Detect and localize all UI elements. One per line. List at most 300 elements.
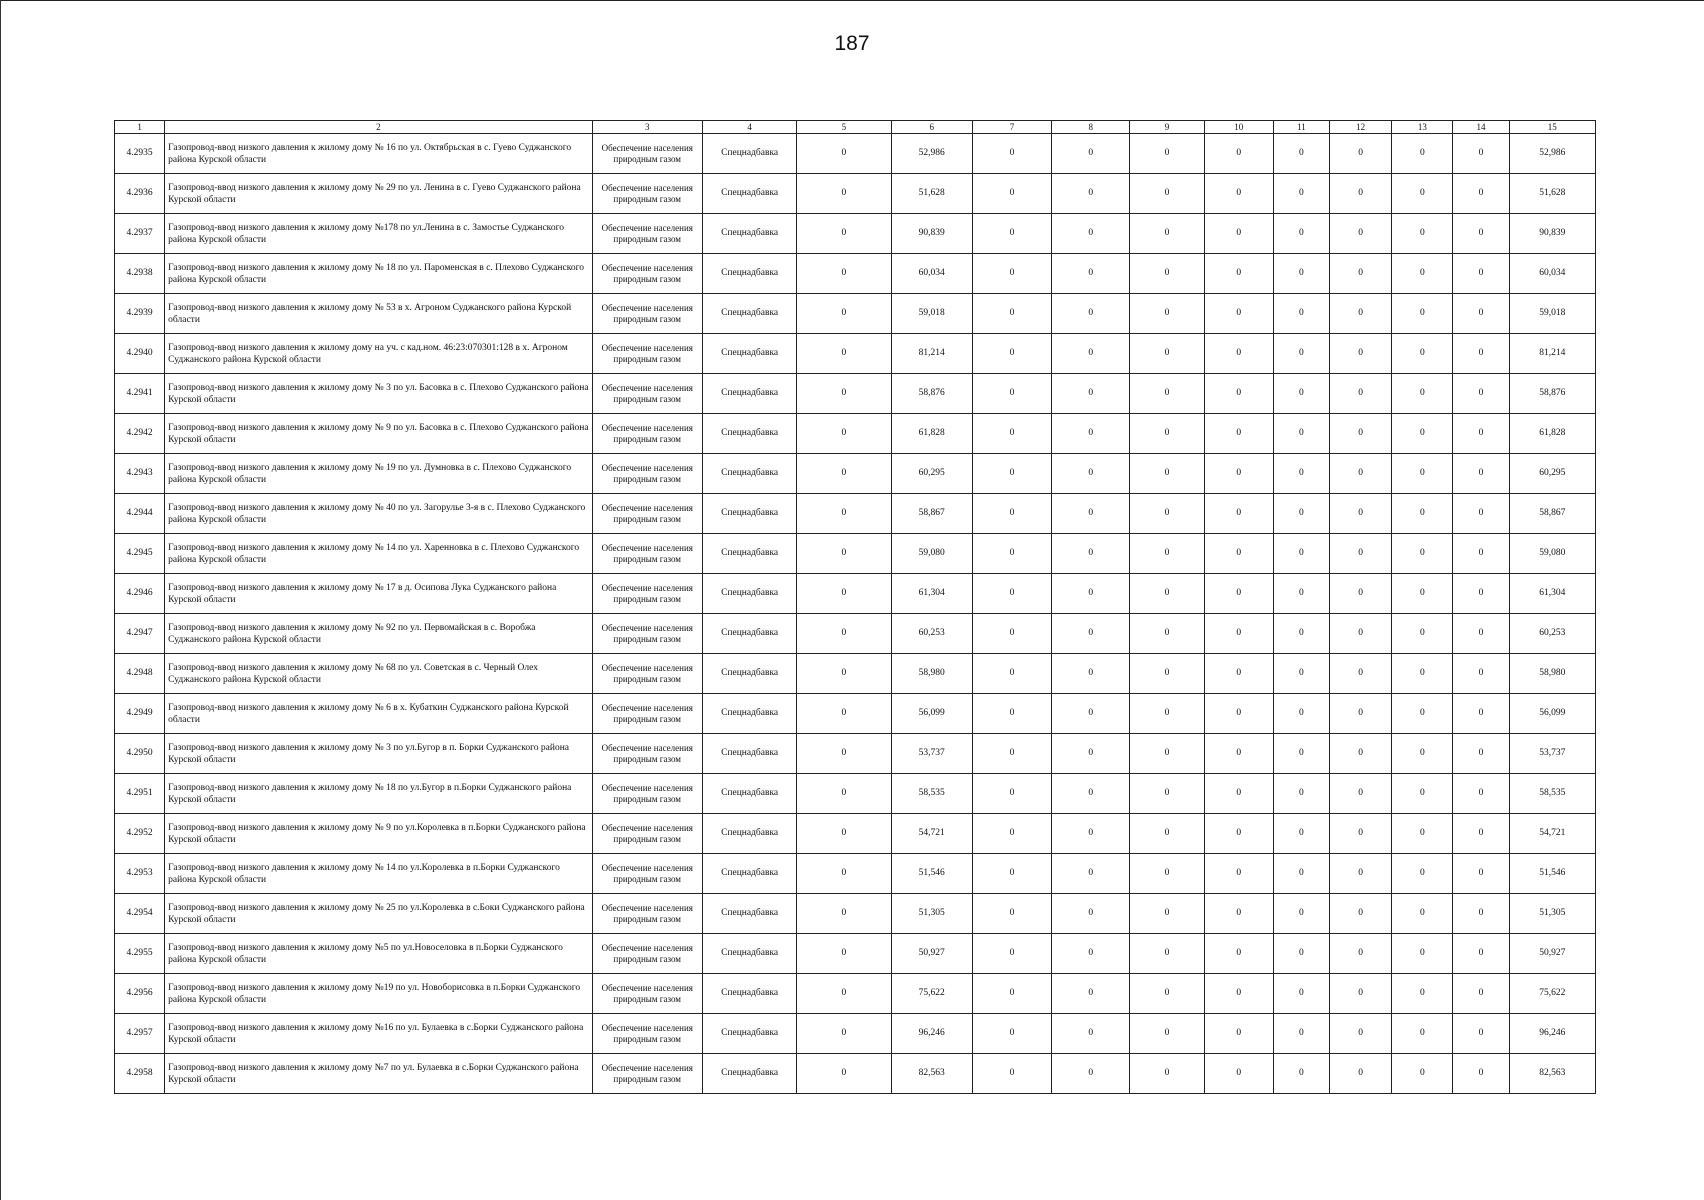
numeric-cell: 0 bbox=[1273, 814, 1329, 854]
numeric-cell: 0 bbox=[1392, 574, 1453, 614]
numeric-cell: 0 bbox=[1392, 614, 1453, 654]
purpose-cell: Обеспечение населения природным газом bbox=[592, 934, 702, 974]
column-header: 10 bbox=[1204, 121, 1273, 134]
numeric-cell: 0 bbox=[1453, 174, 1509, 214]
column-header: 12 bbox=[1330, 121, 1392, 134]
purpose-cell: Обеспечение населения природным газом bbox=[592, 1014, 702, 1054]
value-cell: 96,246 bbox=[891, 1014, 972, 1054]
numeric-cell: 0 bbox=[972, 614, 1051, 654]
numeric-cell: 0 bbox=[1273, 614, 1329, 654]
object-name-cell: Газопровод-ввод низкого давления к жилому дому № 9 по ул. Басовка в с. Плехово Суджанского района Курской области bbox=[165, 414, 592, 454]
page-number: 187 bbox=[834, 32, 870, 55]
numeric-cell: 0 bbox=[1130, 374, 1204, 414]
table-row bbox=[115, 894, 1596, 934]
numeric-cell: 0 bbox=[797, 534, 891, 574]
numeric-cell: 0 bbox=[972, 1054, 1051, 1094]
numeric-cell: 0 bbox=[1453, 294, 1509, 334]
row-number-cell: 4.2940 bbox=[115, 334, 165, 374]
numeric-cell: 0 bbox=[1130, 334, 1204, 374]
purpose-cell: Обеспечение населения природным газом bbox=[592, 254, 702, 294]
column-header: 14 bbox=[1453, 121, 1509, 134]
numeric-cell: 0 bbox=[972, 654, 1051, 694]
numeric-cell: 0 bbox=[1204, 134, 1273, 174]
numeric-cell: 0 bbox=[1330, 174, 1392, 214]
numeric-cell: 0 bbox=[797, 934, 891, 974]
numeric-cell: 0 bbox=[797, 294, 891, 334]
object-name-cell: Газопровод-ввод низкого давления к жилому дому №16 по ул. Булаевка в с.Борки Суджанского района Курской области bbox=[165, 1014, 592, 1054]
funding-source-cell: Спецнадбавка bbox=[702, 254, 796, 294]
column-header: 8 bbox=[1052, 121, 1130, 134]
purpose-cell: Обеспечение населения природным газом bbox=[592, 894, 702, 934]
numeric-cell: 0 bbox=[1392, 374, 1453, 414]
numeric-cell: 0 bbox=[972, 414, 1051, 454]
purpose-cell: Обеспечение населения природным газом bbox=[592, 774, 702, 814]
total-cell: 52,986 bbox=[1509, 134, 1595, 174]
numeric-cell: 0 bbox=[1273, 334, 1329, 374]
table-row bbox=[115, 854, 1596, 894]
numeric-cell: 0 bbox=[797, 894, 891, 934]
row-number-cell: 4.2953 bbox=[115, 854, 165, 894]
value-cell: 54,721 bbox=[891, 814, 972, 854]
funding-source-cell: Спецнадбавка bbox=[702, 174, 796, 214]
row-number-cell: 4.2954 bbox=[115, 894, 165, 934]
object-name-cell: Газопровод-ввод низкого давления к жилому дому № 16 по ул. Октябрьская в с. Гуево Суджанского района Курской области bbox=[165, 134, 592, 174]
purpose-cell: Обеспечение населения природным газом bbox=[592, 854, 702, 894]
purpose-cell: Обеспечение населения природным газом bbox=[592, 294, 702, 334]
numeric-cell: 0 bbox=[797, 494, 891, 534]
numeric-cell: 0 bbox=[1453, 254, 1509, 294]
numeric-cell: 0 bbox=[1052, 934, 1130, 974]
numeric-cell: 0 bbox=[972, 894, 1051, 934]
table-row bbox=[115, 374, 1596, 414]
funding-source-cell: Спецнадбавка bbox=[702, 854, 796, 894]
numeric-cell: 0 bbox=[972, 974, 1051, 1014]
numeric-cell: 0 bbox=[1204, 254, 1273, 294]
value-cell: 58,535 bbox=[891, 774, 972, 814]
purpose-cell: Обеспечение населения природным газом bbox=[592, 134, 702, 174]
table-row bbox=[115, 1054, 1596, 1094]
numeric-cell: 0 bbox=[797, 654, 891, 694]
object-name-cell: Газопровод-ввод низкого давления к жилому дому № 9 по ул.Королевка в п.Борки Суджанского района Курской области bbox=[165, 814, 592, 854]
numeric-cell: 0 bbox=[1204, 654, 1273, 694]
total-cell: 59,080 bbox=[1509, 534, 1595, 574]
numeric-cell: 0 bbox=[1392, 1054, 1453, 1094]
numeric-cell: 0 bbox=[1453, 1014, 1509, 1054]
numeric-cell: 0 bbox=[1130, 574, 1204, 614]
numeric-cell: 0 bbox=[1052, 774, 1130, 814]
funding-source-cell: Спецнадбавка bbox=[702, 654, 796, 694]
row-number-cell: 4.2951 bbox=[115, 774, 165, 814]
funding-source-cell: Спецнадбавка bbox=[702, 734, 796, 774]
object-name-cell: Газопровод-ввод низкого давления к жилому дому №5 по ул.Новоселовка в п.Борки Суджанского района Курской области bbox=[165, 934, 592, 974]
numeric-cell: 0 bbox=[797, 854, 891, 894]
funding-source-cell: Спецнадбавка bbox=[702, 294, 796, 334]
numeric-cell: 0 bbox=[1330, 494, 1392, 534]
numeric-cell: 0 bbox=[1052, 534, 1130, 574]
numeric-cell: 0 bbox=[972, 734, 1051, 774]
numeric-cell: 0 bbox=[1330, 734, 1392, 774]
numeric-cell: 0 bbox=[1273, 174, 1329, 214]
object-name-cell: Газопровод-ввод низкого давления к жилому дому № 40 по ул. Загорулье 3-я в с. Плехово Суджанского района Курской области bbox=[165, 494, 592, 534]
numeric-cell: 0 bbox=[797, 214, 891, 254]
table-row bbox=[115, 774, 1596, 814]
numeric-cell: 0 bbox=[1330, 1014, 1392, 1054]
total-cell: 61,304 bbox=[1509, 574, 1595, 614]
numeric-cell: 0 bbox=[1130, 294, 1204, 334]
column-header: 15 bbox=[1509, 121, 1595, 134]
purpose-cell: Обеспечение населения природным газом bbox=[592, 174, 702, 214]
table-body bbox=[115, 134, 1596, 1094]
total-cell: 59,018 bbox=[1509, 294, 1595, 334]
numeric-cell: 0 bbox=[1204, 974, 1273, 1014]
numeric-cell: 0 bbox=[1273, 934, 1329, 974]
numeric-cell: 0 bbox=[1204, 1054, 1273, 1094]
numeric-cell: 0 bbox=[1273, 254, 1329, 294]
total-cell: 58,535 bbox=[1509, 774, 1595, 814]
table-row bbox=[115, 134, 1596, 174]
numeric-cell: 0 bbox=[1204, 294, 1273, 334]
numeric-cell: 0 bbox=[797, 174, 891, 214]
row-number-cell: 4.2949 bbox=[115, 694, 165, 734]
numeric-cell: 0 bbox=[797, 814, 891, 854]
numeric-cell: 0 bbox=[1392, 894, 1453, 934]
numeric-cell: 0 bbox=[1392, 174, 1453, 214]
purpose-cell: Обеспечение населения природным газом bbox=[592, 374, 702, 414]
numeric-cell: 0 bbox=[1330, 294, 1392, 334]
numeric-cell: 0 bbox=[1453, 974, 1509, 1014]
numeric-cell: 0 bbox=[1392, 854, 1453, 894]
purpose-cell: Обеспечение населения природным газом bbox=[592, 974, 702, 1014]
value-cell: 60,034 bbox=[891, 254, 972, 294]
value-cell: 58,876 bbox=[891, 374, 972, 414]
header-row bbox=[115, 121, 1596, 134]
column-header: 6 bbox=[891, 121, 972, 134]
total-cell: 51,305 bbox=[1509, 894, 1595, 934]
numeric-cell: 0 bbox=[797, 734, 891, 774]
numeric-cell: 0 bbox=[1453, 534, 1509, 574]
object-name-cell: Газопровод-ввод низкого давления к жилому дому № 25 по ул.Королевка в с.Боки Суджанского района Курской области bbox=[165, 894, 592, 934]
numeric-cell: 0 bbox=[1130, 654, 1204, 694]
value-cell: 53,737 bbox=[891, 734, 972, 774]
funding-source-cell: Спецнадбавка bbox=[702, 494, 796, 534]
table-row bbox=[115, 494, 1596, 534]
numeric-cell: 0 bbox=[1392, 294, 1453, 334]
value-cell: 58,867 bbox=[891, 494, 972, 534]
total-cell: 56,099 bbox=[1509, 694, 1595, 734]
numeric-cell: 0 bbox=[1052, 174, 1130, 214]
numeric-cell: 0 bbox=[1204, 734, 1273, 774]
table-row bbox=[115, 694, 1596, 734]
numeric-cell: 0 bbox=[1392, 654, 1453, 694]
numeric-cell: 0 bbox=[1052, 614, 1130, 654]
object-name-cell: Газопровод-ввод низкого давления к жилому дому № 19 по ул. Думновка в с. Плехово Суджанского района Курской области bbox=[165, 454, 592, 494]
object-name-cell: Газопровод-ввод низкого давления к жилому дому №178 по ул.Ленина в с. Замостье Суджанского района Курской области bbox=[165, 214, 592, 254]
numeric-cell: 0 bbox=[797, 574, 891, 614]
funding-source-cell: Спецнадбавка bbox=[702, 454, 796, 494]
scan-top-edge bbox=[0, 0, 1704, 1]
numeric-cell: 0 bbox=[1330, 694, 1392, 734]
funding-source-cell: Спецнадбавка bbox=[702, 694, 796, 734]
row-number-cell: 4.2935 bbox=[115, 134, 165, 174]
value-cell: 50,927 bbox=[891, 934, 972, 974]
table-row bbox=[115, 1014, 1596, 1054]
column-header: 1 bbox=[115, 121, 165, 134]
row-number-cell: 4.2955 bbox=[115, 934, 165, 974]
numeric-cell: 0 bbox=[1052, 134, 1130, 174]
numeric-cell: 0 bbox=[1453, 814, 1509, 854]
numeric-cell: 0 bbox=[1392, 534, 1453, 574]
funding-source-cell: Спецнадбавка bbox=[702, 894, 796, 934]
purpose-cell: Обеспечение населения природным газом bbox=[592, 454, 702, 494]
funding-source-cell: Спецнадбавка bbox=[702, 1054, 796, 1094]
total-cell: 50,927 bbox=[1509, 934, 1595, 974]
total-cell: 51,628 bbox=[1509, 174, 1595, 214]
numeric-cell: 0 bbox=[1273, 534, 1329, 574]
table-row bbox=[115, 574, 1596, 614]
numeric-cell: 0 bbox=[1052, 974, 1130, 1014]
numeric-cell: 0 bbox=[1130, 134, 1204, 174]
value-cell: 58,980 bbox=[891, 654, 972, 694]
object-name-cell: Газопровод-ввод низкого давления к жилому дому №19 по ул. Новоборисовка в п.Борки Суджанского района Курской области bbox=[165, 974, 592, 1014]
numeric-cell: 0 bbox=[972, 694, 1051, 734]
row-number-cell: 4.2945 bbox=[115, 534, 165, 574]
numeric-cell: 0 bbox=[1392, 694, 1453, 734]
numeric-cell: 0 bbox=[797, 774, 891, 814]
numeric-cell: 0 bbox=[1392, 934, 1453, 974]
row-number-cell: 4.2938 bbox=[115, 254, 165, 294]
purpose-cell: Обеспечение населения природным газом bbox=[592, 654, 702, 694]
data-table bbox=[114, 120, 1596, 1094]
numeric-cell: 0 bbox=[1453, 1054, 1509, 1094]
object-name-cell: Газопровод-ввод низкого давления к жилому дому на уч. с кад.ном. 46:23:070301:128 в х. Агроном Суджанского района Курской области bbox=[165, 334, 592, 374]
row-number-cell: 4.2947 bbox=[115, 614, 165, 654]
numeric-cell: 0 bbox=[797, 1054, 891, 1094]
numeric-cell: 0 bbox=[1052, 414, 1130, 454]
numeric-cell: 0 bbox=[1052, 574, 1130, 614]
numeric-cell: 0 bbox=[1052, 894, 1130, 934]
purpose-cell: Обеспечение населения природным газом bbox=[592, 734, 702, 774]
total-cell: 58,867 bbox=[1509, 494, 1595, 534]
numeric-cell: 0 bbox=[1130, 534, 1204, 574]
purpose-cell: Обеспечение населения природным газом bbox=[592, 694, 702, 734]
row-number-cell: 4.2944 bbox=[115, 494, 165, 534]
numeric-cell: 0 bbox=[1052, 854, 1130, 894]
numeric-cell: 0 bbox=[972, 174, 1051, 214]
value-cell: 61,304 bbox=[891, 574, 972, 614]
numeric-cell: 0 bbox=[1130, 694, 1204, 734]
numeric-cell: 0 bbox=[1204, 174, 1273, 214]
numeric-cell: 0 bbox=[1330, 854, 1392, 894]
numeric-cell: 0 bbox=[1052, 334, 1130, 374]
numeric-cell: 0 bbox=[1052, 1014, 1130, 1054]
numeric-cell: 0 bbox=[1453, 894, 1509, 934]
numeric-cell: 0 bbox=[797, 134, 891, 174]
row-number-cell: 4.2936 bbox=[115, 174, 165, 214]
value-cell: 51,305 bbox=[891, 894, 972, 934]
numeric-cell: 0 bbox=[1453, 414, 1509, 454]
numeric-cell: 0 bbox=[1330, 934, 1392, 974]
numeric-cell: 0 bbox=[1392, 334, 1453, 374]
numeric-cell: 0 bbox=[1330, 414, 1392, 454]
numeric-cell: 0 bbox=[1204, 774, 1273, 814]
numeric-cell: 0 bbox=[1392, 414, 1453, 454]
numeric-cell: 0 bbox=[1330, 814, 1392, 854]
numeric-cell: 0 bbox=[1453, 574, 1509, 614]
numeric-cell: 0 bbox=[1273, 734, 1329, 774]
numeric-cell: 0 bbox=[1453, 334, 1509, 374]
numeric-cell: 0 bbox=[1052, 814, 1130, 854]
funding-source-cell: Спецнадбавка bbox=[702, 974, 796, 1014]
numeric-cell: 0 bbox=[1273, 1054, 1329, 1094]
numeric-cell: 0 bbox=[1130, 774, 1204, 814]
column-header: 7 bbox=[972, 121, 1051, 134]
total-cell: 90,839 bbox=[1509, 214, 1595, 254]
object-name-cell: Газопровод-ввод низкого давления к жилому дому № 53 в х. Агроном Суджанского района Курской области bbox=[165, 294, 592, 334]
row-number-cell: 4.2943 bbox=[115, 454, 165, 494]
column-header: 13 bbox=[1392, 121, 1453, 134]
numeric-cell: 0 bbox=[972, 294, 1051, 334]
numeric-cell: 0 bbox=[1392, 494, 1453, 534]
numeric-cell: 0 bbox=[1130, 734, 1204, 774]
table-row bbox=[115, 654, 1596, 694]
object-name-cell: Газопровод-ввод низкого давления к жилому дому № 14 по ул.Королевка в п.Борки Суджанского района Курской области bbox=[165, 854, 592, 894]
funding-source-cell: Спецнадбавка bbox=[702, 614, 796, 654]
row-number-cell: 4.2946 bbox=[115, 574, 165, 614]
object-name-cell: Газопровод-ввод низкого давления к жилому дому № 92 по ул. Первомайская в с. Воробжа Суджанского района Курской области bbox=[165, 614, 592, 654]
numeric-cell: 0 bbox=[1052, 254, 1130, 294]
table-row bbox=[115, 174, 1596, 214]
numeric-cell: 0 bbox=[1273, 974, 1329, 1014]
row-number-cell: 4.2958 bbox=[115, 1054, 165, 1094]
numeric-cell: 0 bbox=[1273, 454, 1329, 494]
numeric-cell: 0 bbox=[1453, 734, 1509, 774]
total-cell: 58,876 bbox=[1509, 374, 1595, 414]
numeric-cell: 0 bbox=[1330, 374, 1392, 414]
object-name-cell: Газопровод-ввод низкого давления к жилому дому № 3 по ул. Басовка в с. Плехово Суджанского района Курской области bbox=[165, 374, 592, 414]
value-cell: 52,986 bbox=[891, 134, 972, 174]
numeric-cell: 0 bbox=[1130, 414, 1204, 454]
numeric-cell: 0 bbox=[1330, 1054, 1392, 1094]
numeric-cell: 0 bbox=[1130, 934, 1204, 974]
total-cell: 53,737 bbox=[1509, 734, 1595, 774]
numeric-cell: 0 bbox=[1273, 214, 1329, 254]
object-name-cell: Газопровод-ввод низкого давления к жилому дому № 29 по ул. Ленина в с. Гуево Суджанского района Курской области bbox=[165, 174, 592, 214]
numeric-cell: 0 bbox=[972, 214, 1051, 254]
row-number-cell: 4.2941 bbox=[115, 374, 165, 414]
numeric-cell: 0 bbox=[972, 134, 1051, 174]
numeric-cell: 0 bbox=[1130, 614, 1204, 654]
row-number-cell: 4.2950 bbox=[115, 734, 165, 774]
row-number-cell: 4.2939 bbox=[115, 294, 165, 334]
numeric-cell: 0 bbox=[1273, 774, 1329, 814]
numeric-cell: 0 bbox=[1453, 694, 1509, 734]
numeric-cell: 0 bbox=[1330, 614, 1392, 654]
table-row bbox=[115, 454, 1596, 494]
funding-source-cell: Спецнадбавка bbox=[702, 374, 796, 414]
numeric-cell: 0 bbox=[1052, 694, 1130, 734]
object-name-cell: Газопровод-ввод низкого давления к жилому дому № 3 по ул.Бугор в п. Борки Суджанского района Курской области bbox=[165, 734, 592, 774]
scan-left-edge bbox=[0, 0, 1, 1200]
numeric-cell: 0 bbox=[1330, 654, 1392, 694]
funding-source-cell: Спецнадбавка bbox=[702, 574, 796, 614]
value-cell: 82,563 bbox=[891, 1054, 972, 1094]
total-cell: 51,546 bbox=[1509, 854, 1595, 894]
numeric-cell: 0 bbox=[972, 494, 1051, 534]
numeric-cell: 0 bbox=[1204, 614, 1273, 654]
funding-source-cell: Спецнадбавка bbox=[702, 934, 796, 974]
purpose-cell: Обеспечение населения природным газом bbox=[592, 1054, 702, 1094]
numeric-cell: 0 bbox=[1330, 454, 1392, 494]
purpose-cell: Обеспечение населения природным газом bbox=[592, 534, 702, 574]
numeric-cell: 0 bbox=[972, 334, 1051, 374]
numeric-cell: 0 bbox=[1392, 254, 1453, 294]
table-row bbox=[115, 294, 1596, 334]
funding-source-cell: Спецнадбавка bbox=[702, 134, 796, 174]
numeric-cell: 0 bbox=[1130, 974, 1204, 1014]
numeric-cell: 0 bbox=[797, 334, 891, 374]
numeric-cell: 0 bbox=[797, 974, 891, 1014]
numeric-cell: 0 bbox=[972, 814, 1051, 854]
numeric-cell: 0 bbox=[1273, 654, 1329, 694]
row-number-cell: 4.2952 bbox=[115, 814, 165, 854]
funding-source-cell: Спецнадбавка bbox=[702, 1014, 796, 1054]
column-header: 2 bbox=[165, 121, 592, 134]
table-row bbox=[115, 934, 1596, 974]
object-name-cell: Газопровод-ввод низкого давления к жилому дому № 6 в х. Кубаткин Суджанского района Курской области bbox=[165, 694, 592, 734]
table-row bbox=[115, 254, 1596, 294]
numeric-cell: 0 bbox=[1204, 414, 1273, 454]
numeric-cell: 0 bbox=[1273, 894, 1329, 934]
numeric-cell: 0 bbox=[1052, 374, 1130, 414]
column-header: 9 bbox=[1130, 121, 1204, 134]
value-cell: 56,099 bbox=[891, 694, 972, 734]
numeric-cell: 0 bbox=[1330, 214, 1392, 254]
numeric-cell: 0 bbox=[797, 454, 891, 494]
table-row bbox=[115, 734, 1596, 774]
numeric-cell: 0 bbox=[1330, 334, 1392, 374]
numeric-cell: 0 bbox=[1392, 214, 1453, 254]
table-row bbox=[115, 814, 1596, 854]
numeric-cell: 0 bbox=[1453, 494, 1509, 534]
numeric-cell: 0 bbox=[1130, 854, 1204, 894]
numeric-cell: 0 bbox=[972, 574, 1051, 614]
numeric-cell: 0 bbox=[972, 774, 1051, 814]
funding-source-cell: Спецнадбавка bbox=[702, 334, 796, 374]
numeric-cell: 0 bbox=[1130, 814, 1204, 854]
numeric-cell: 0 bbox=[1273, 854, 1329, 894]
object-name-cell: Газопровод-ввод низкого давления к жилому дому №7 по ул. Булаевка в с.Борки Суджанского района Курской области bbox=[165, 1054, 592, 1094]
funding-source-cell: Спецнадбавка bbox=[702, 414, 796, 454]
purpose-cell: Обеспечение населения природным газом bbox=[592, 814, 702, 854]
table-row bbox=[115, 974, 1596, 1014]
numeric-cell: 0 bbox=[1130, 454, 1204, 494]
row-number-cell: 4.2942 bbox=[115, 414, 165, 454]
funding-source-cell: Спецнадбавка bbox=[702, 214, 796, 254]
numeric-cell: 0 bbox=[1204, 694, 1273, 734]
value-cell: 81,214 bbox=[891, 334, 972, 374]
numeric-cell: 0 bbox=[1052, 214, 1130, 254]
purpose-cell: Обеспечение населения природным газом bbox=[592, 334, 702, 374]
numeric-cell: 0 bbox=[797, 414, 891, 454]
numeric-cell: 0 bbox=[1130, 174, 1204, 214]
column-header: 3 bbox=[592, 121, 702, 134]
numeric-cell: 0 bbox=[1204, 214, 1273, 254]
total-cell: 60,295 bbox=[1509, 454, 1595, 494]
numeric-cell: 0 bbox=[972, 934, 1051, 974]
total-cell: 75,622 bbox=[1509, 974, 1595, 1014]
row-number-cell: 4.2957 bbox=[115, 1014, 165, 1054]
numeric-cell: 0 bbox=[1130, 494, 1204, 534]
